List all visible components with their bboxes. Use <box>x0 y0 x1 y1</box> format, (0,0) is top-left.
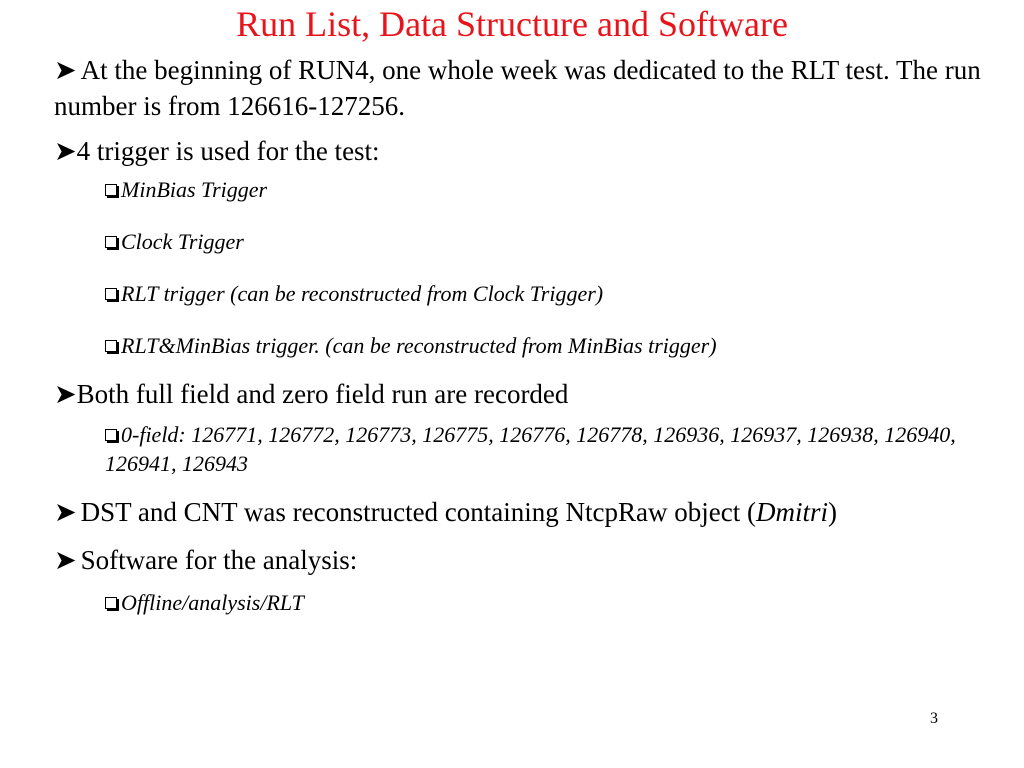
bullet-field-runs <box>54 376 994 412</box>
arrowhead-bullet-icon: ➤ <box>54 497 77 527</box>
box-bullet-icon <box>105 236 117 248</box>
trigger-item <box>54 227 994 256</box>
bullet-text: Both full field and zero field run are recorded <box>76 379 569 409</box>
bullet-dst-cnt <box>54 494 994 530</box>
software-item <box>54 588 994 617</box>
bullet-text: DST and CNT was reconstructed containing NtcpRaw object ( <box>80 497 756 527</box>
bullet-text: At the beginning of RUN4, one whole week was dedicated to the RLT test. The run number is from 126616-127256. <box>54 55 981 121</box>
arrowhead-bullet-icon: ➤ <box>54 55 77 85</box>
bullet-software <box>54 542 994 578</box>
bullet-text-end: ) <box>827 497 837 527</box>
box-bullet-icon <box>105 184 117 196</box>
box-bullet-icon <box>105 429 117 441</box>
trigger-item-text: RLT trigger (can be reconstructed from Clock Trigger) <box>121 281 604 306</box>
trigger-item <box>54 331 994 360</box>
arrowhead-bullet-icon: ➤ <box>54 545 77 575</box>
trigger-item <box>54 279 994 308</box>
bullet-text: Software for the analysis: <box>80 545 358 575</box>
box-bullet-icon <box>105 288 117 300</box>
arrowhead-bullet-icon: ➤ <box>54 379 77 409</box>
zero-field-run-text: 0-field: 126771, 126772, 126773, 126775, 126776, 126778, 126936, 126937, 126938, 126940, 126941, 126943 <box>105 422 956 476</box>
box-bullet-icon <box>105 340 117 352</box>
page-number: 3 <box>930 710 938 727</box>
slide-content <box>54 52 994 617</box>
bullet-run-range <box>54 52 994 124</box>
author-name: Dmitri <box>755 497 828 527</box>
slide-title: Run List, Data Structure and Software <box>236 4 788 44</box>
software-item-text: Offline/analysis/RLT <box>121 590 304 615</box>
bullet-triggers <box>54 133 994 169</box>
trigger-item <box>54 175 994 204</box>
trigger-item-text: Clock Trigger <box>121 229 244 254</box>
arrowhead-bullet-icon: ➤ <box>54 136 77 166</box>
bullet-text: 4 trigger is used for the test: <box>76 136 380 166</box>
box-bullet-icon <box>105 597 117 609</box>
zero-field-run-list <box>54 420 994 478</box>
trigger-item-text: RLT&MinBias trigger. (can be reconstructed from MinBias trigger) <box>121 333 717 358</box>
trigger-item-text: MinBias Trigger <box>121 177 268 202</box>
